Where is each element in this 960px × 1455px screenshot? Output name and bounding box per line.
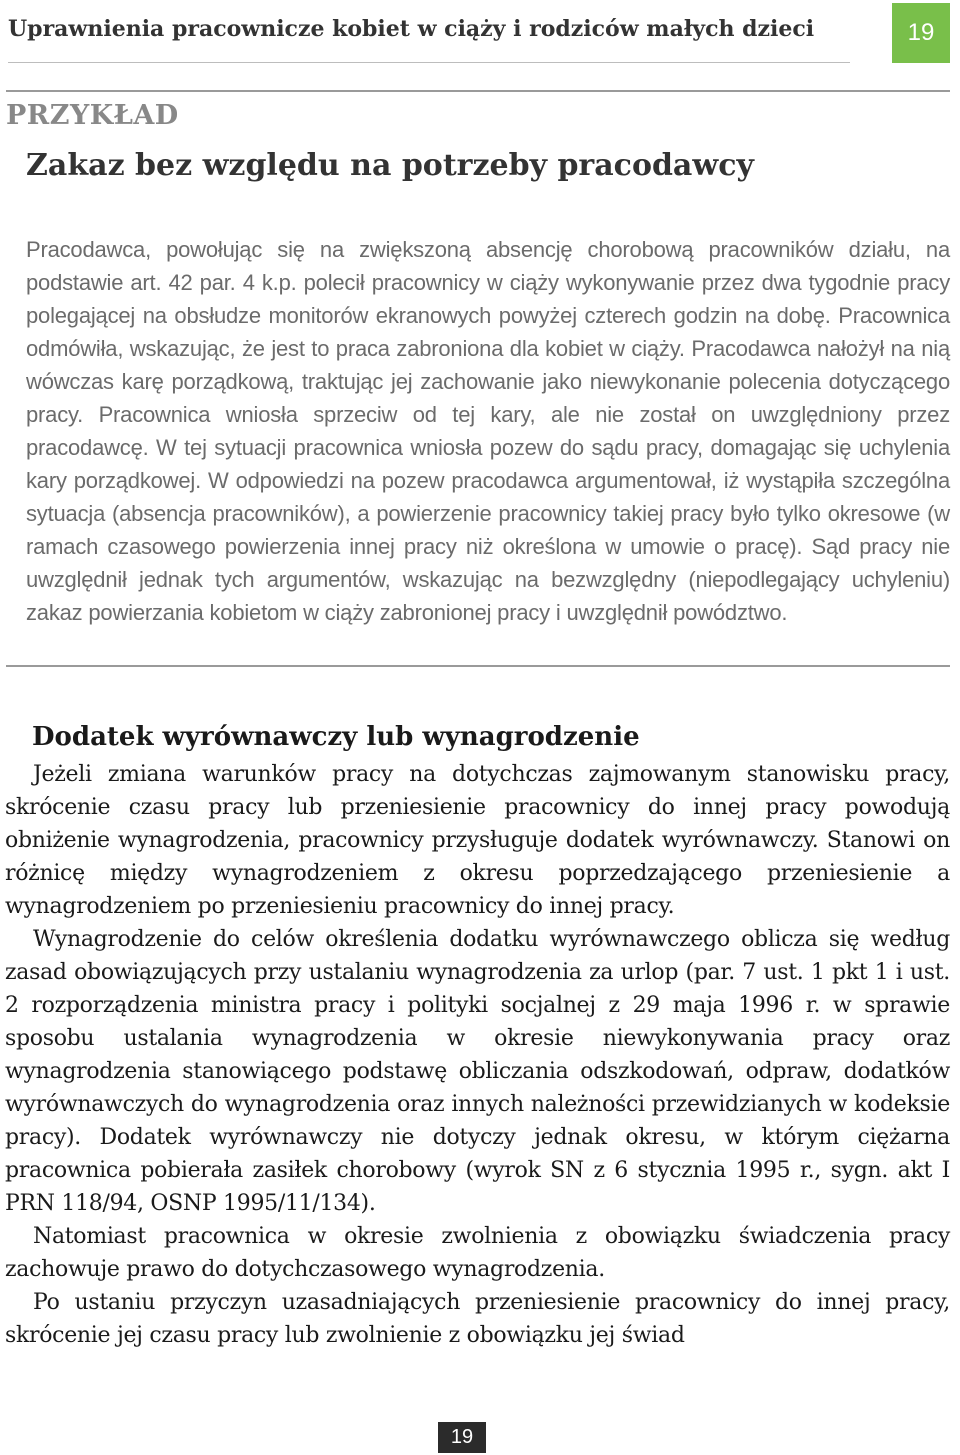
body-paragraph: Po ustaniu przyczyn uzasadniających przeniesienie pracownicy do innej pracy, skrócenie jej czasu pracy lub zwolnienie z obowiązku jej świad (5, 1290, 950, 1348)
example-label: PRZYKŁAD (6, 100, 179, 131)
example-box-bottom-rule (6, 665, 950, 667)
body-paragraph: Natomiast pracownica w okresie zwolnienia z obowiązku świadczenia pracy zachowuje prawo do dotychczasowego wynagrodzenia. (5, 1224, 950, 1282)
page-number-badge: 19 (892, 3, 950, 63)
section-heading: Dodatek wyrównawczy lub wynagrodzenie (32, 722, 640, 752)
example-box-top-rule (6, 90, 950, 92)
footer-page-number: 19 (438, 1422, 486, 1453)
example-text: Pracodawca, powołując się na zwiększoną absencję chorobową pracowników działu, na podstawie art. 42 par. 4 k.p. polecił pracownicy w ciąży wykonywanie przez dwa tygodnie pracy polegającej na obsłudze monitorów ekranowych powyżej czterech godzin na dobę. Pracownica odmówiła, wskazując, że jest to praca zabroniona dla kobiet w ciąży. Pracodawca nałożył na nią wówczas karę porządkową, traktując jej zachowanie jako niewykonanie polecenia dotyczącego pracy. Pracownica wniosła sprzeciw od tej kary, ale nie został on uwzględniony przez pracodawcę. W tej sytuacji pracownica wniosła pozew do sądu pracy, domagając się uchylenia kary porządkowej. W odpowiedzi na pozew pracodawca argumentował, iż wystąpiła szczególna sytuacja (absencja pracowników), a powierzenie pracownicy takiej pracy było tylko okresowe (w ramach czasowego powierzenia innej pracy niż określona w umowie o pracę). Sąd pracy nie uwzględnił jednak tych argumentów, wskazując na bezwzględny (niepodlegający uchyleniu) zakaz powierzania kobietom w ciąży zabronionej pracy i uwzględnił powództwo. (26, 237, 950, 625)
example-title: Zakaz bez względu na potrzeby pracodawcy (26, 148, 754, 183)
body-paragraph: Wynagrodzenie do celów określenia dodatku wyrównawczego oblicza się według zasad obowiązujących przy ustalaniu wynagrodzenia za urlop (par. 7 ust. 1 pkt 1 i ust. 2 rozporządzenia ministra pracy i polityki socjalnej z 29 maja 1996 r. w sprawie sposobu ustalania wynagrodzenia w okresie niewykonywania pracy oraz wynagrodzenia stanowiącego podstawę obliczania odszkodowań, odpraw, dodatków wyrównawczych do wynagrodzenia oraz innych należności przewidzianych w kodeksie pracy). Dodatek wyrównawczy nie dotyczy jednak okresu, w którym ciężarna pracownica pobierała zasiłek chorobowy (wyrok SN z 6 stycznia 1995 r., sygn. akt I PRN 118/94, OSNP 1995/11/134). (5, 927, 950, 1216)
body-paragraph: Jeżeli zmiana warunków pracy na dotychczas zajmowanym stanowisku pracy, skrócenie czasu pracy lub przeniesienie pracownicy do innej pracy powodują obniżenie wynagrodzenia, pracownicy przysługuje dodatek wyrównawczy. Stanowi on różnicę między wynagrodzeniem z okresu poprzedzającego przeniesienie a wynagrodzeniem po przeniesieniu pracownicy do innej pracy. (5, 762, 950, 919)
running-header-title: Uprawnienia pracownicze kobiet w ciąży i rodziców małych dzieci (8, 16, 815, 42)
header-divider (8, 62, 850, 63)
body-text (5, 758, 950, 1352)
